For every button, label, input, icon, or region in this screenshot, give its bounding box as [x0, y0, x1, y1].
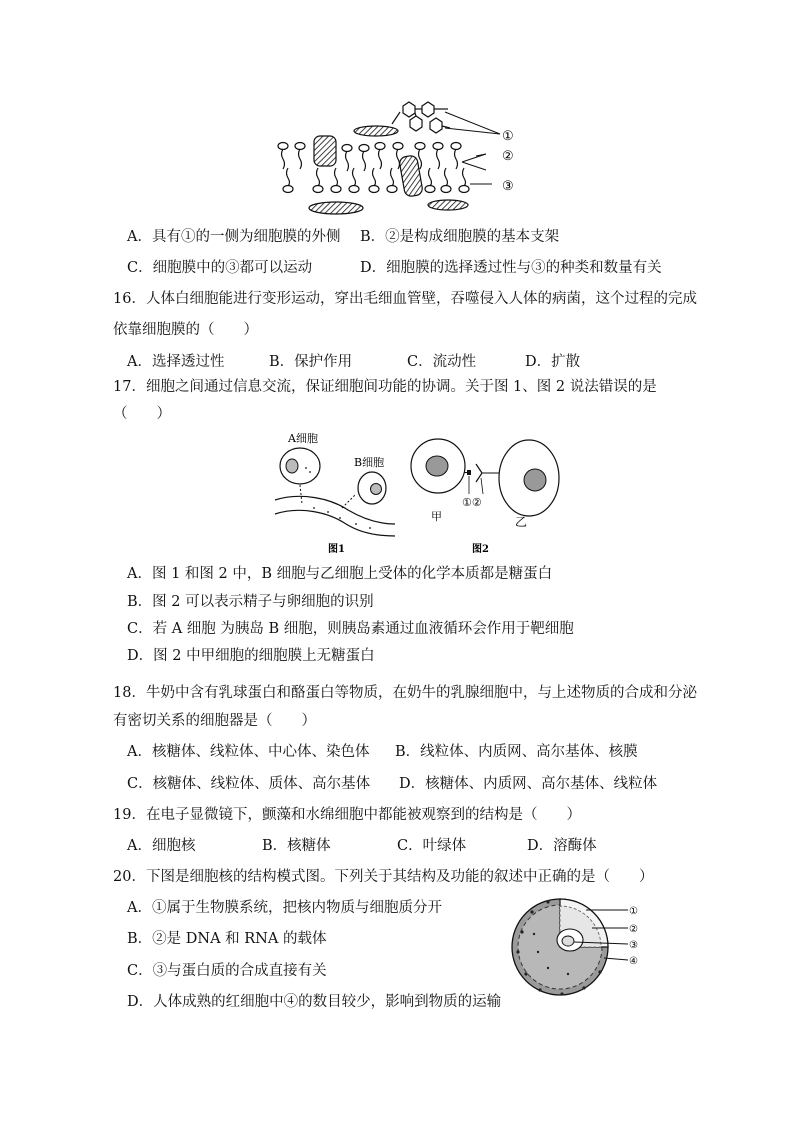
q16-option-b[interactable]: B．保护作用: [269, 354, 353, 370]
q17-option-b[interactable]: B．图 2 可以表示精子与卵细胞的识别: [127, 594, 374, 610]
q17-option-a[interactable]: A．图 1 和图 2 中，B 细胞与乙细胞上受体的化学本质都是糖蛋白: [127, 566, 553, 582]
fig2-label-yi: 乙: [515, 515, 528, 529]
q19-option-b[interactable]: B．核糖体: [262, 838, 331, 854]
marker-3: ③: [502, 179, 514, 194]
q20-option-d[interactable]: D．人体成熟的红细胞中④的数目较少，影响到物质的运输: [127, 994, 502, 1010]
q16-option-a[interactable]: A．选择透过性: [127, 354, 225, 370]
q16-stem-line2: 依靠细胞膜的（ ）: [113, 322, 258, 338]
fig2-markers: ①②: [462, 496, 482, 509]
nucleus-marker-4: ④: [629, 956, 638, 967]
q17-stem-line2: （ ）: [113, 406, 171, 422]
cell-membrane-figure: [270, 98, 530, 218]
q16-stem-line1: 16．人体白细胞能进行变形运动，穿出毛细血管壁，吞噬侵入人体的病菌，这个过程的完成: [113, 291, 697, 307]
q19-stem: 19．在电子显微镜下，颤藻和水绵细胞中都能被观察到的结构是（ ）: [113, 807, 581, 823]
q18-option-d[interactable]: D．核糖体、内质网、高尔基体、线粒体: [399, 776, 658, 792]
fig2-caption: 图2: [472, 544, 489, 555]
fig2-label-jia: 甲: [431, 510, 442, 523]
q18-option-a[interactable]: A．核糖体、线粒体、中心体、染色体: [127, 744, 370, 760]
fig1-label-b-cell: B细胞: [354, 456, 385, 469]
q18-option-b[interactable]: B．线粒体、内质网、高尔基体、核膜: [395, 744, 638, 760]
marker-2: ②: [502, 149, 514, 164]
q18-stem-line2: 有密切关系的细胞器是（ ）: [113, 713, 316, 729]
figure-2: [405, 428, 565, 558]
q18-option-c[interactable]: C．核糖体、线粒体、质体、高尔基体: [127, 776, 371, 792]
q17-option-c[interactable]: C．若 A 细胞 为胰岛 B 细胞，则胰岛素通过血液循环会作用于靶细胞: [127, 621, 574, 637]
nucleus-marker-3: ③: [629, 940, 638, 951]
q15-option-d[interactable]: D．细胞膜的选择透过性与③的种类和数量有关: [360, 260, 662, 276]
q19-option-d[interactable]: D．溶酶体: [527, 838, 597, 854]
q17-option-d[interactable]: D．图 2 中甲细胞的细胞膜上无糖蛋白: [127, 648, 375, 664]
figure-1: [270, 428, 400, 558]
q15-option-c[interactable]: C．细胞膜中的③都可以运动: [127, 260, 313, 276]
q20-option-c[interactable]: C．③与蛋白质的合成直接有关: [127, 963, 327, 979]
q20-option-b[interactable]: B．②是 DNA 和 RNA 的载体: [127, 931, 327, 947]
q15-option-b[interactable]: B．②是构成细胞膜的基本支架: [360, 229, 560, 245]
q18-stem-line1: 18．牛奶中含有乳球蛋白和酪蛋白等物质，在奶牛的乳腺细胞中，与上述物质的合成和分泌: [113, 685, 697, 701]
q20-stem: 20．下图是细胞核的结构模式图。下列关于其结构及功能的叙述中正确的是（ ）: [113, 869, 654, 885]
sugar-chain-icon: [392, 102, 450, 133]
nucleus-marker-1: ①: [629, 906, 638, 917]
nucleus-marker-2: ②: [629, 924, 638, 935]
marker-1: ①: [502, 129, 514, 144]
q17-stem-line1: 17．细胞之间通过信息交流，保证细胞间功能的协调。关于图 1、图 2 说法错误的是: [113, 379, 657, 395]
nucleus-figure: [508, 892, 643, 1002]
phospholipid-layer: [278, 143, 469, 193]
fig1-caption: 图1: [328, 544, 345, 555]
q20-option-a[interactable]: A．①属于生物膜系统，把核内物质与细胞质分开: [127, 900, 442, 916]
q16-option-c[interactable]: C．流动性: [407, 354, 477, 370]
q15-option-a[interactable]: A．具有①的一侧为细胞膜的外侧: [127, 229, 341, 245]
q19-option-c[interactable]: C．叶绿体: [397, 838, 467, 854]
fig1-label-a-cell: A细胞: [288, 432, 318, 445]
q16-option-d[interactable]: D．扩散: [525, 354, 581, 370]
q19-option-a[interactable]: A．细胞核: [127, 838, 196, 854]
